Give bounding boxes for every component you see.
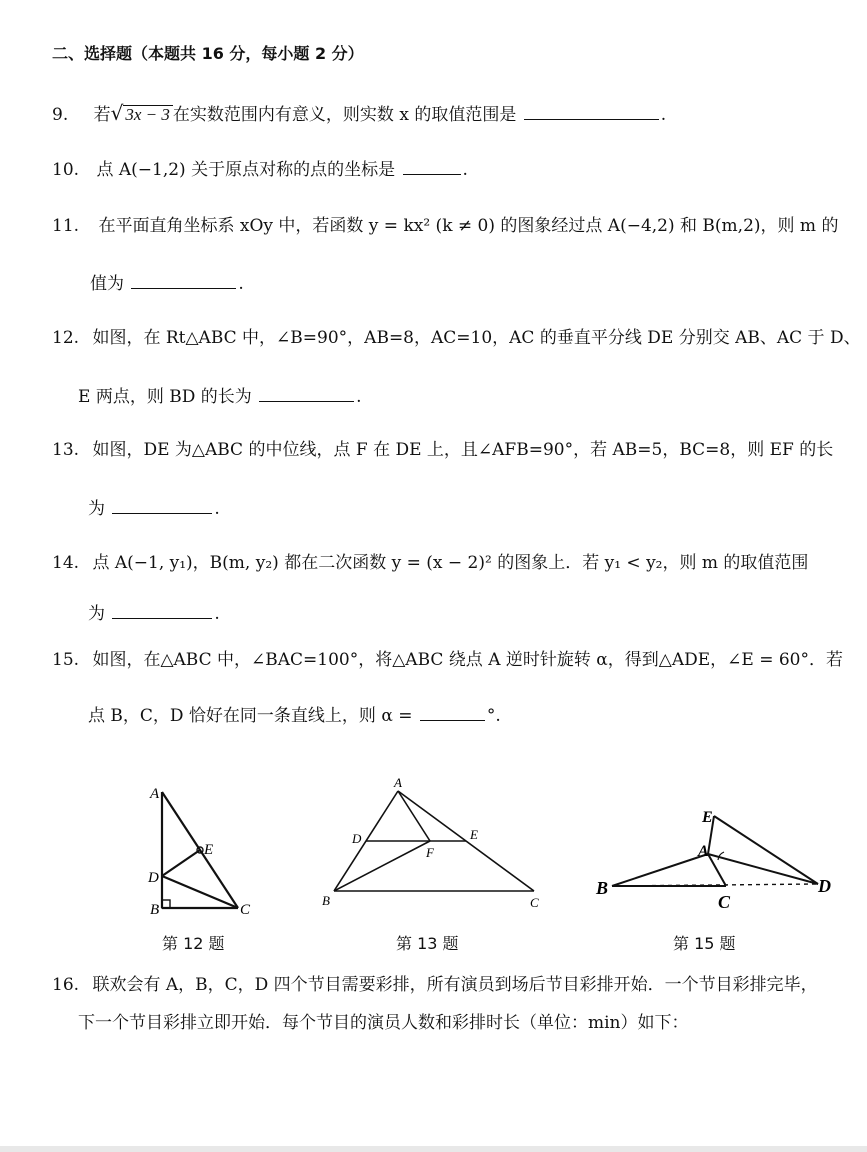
period: . [214,499,220,519]
figure-12-caption: 第 12 题 [162,934,225,953]
period: . [660,105,667,125]
answer-blank[interactable] [403,160,461,175]
question-14 [52,555,808,572]
question-14-line2 [88,604,220,623]
question-text: 如图，DE 为△ABC 的中位线，点 F 在 DE 上，且∠AFB=90°，若 AB=5，BC=8，则 EF 的长 [92,440,834,460]
label-C: C [240,902,251,918]
section-heading: 二、选择题（本题共 16 分，每小题 2 分） [52,44,364,63]
question-15 [52,652,843,669]
label-F: F [426,845,434,860]
question-16 [52,977,818,994]
segment-AF [398,791,430,841]
segment-BF [334,841,430,891]
question-text: 值为 [90,274,124,294]
answer-blank[interactable] [112,499,212,514]
segment-ED [714,816,818,884]
period: . [356,387,362,407]
label-A: A [394,775,402,790]
question-text: 下一个节目彩排立即开始．每个节目的演员人数和彩排时长（单位：min）如下： [78,1013,689,1033]
answer-blank[interactable] [259,387,354,402]
label-D: D [352,831,362,846]
period: . [238,274,244,294]
figure-15 [590,800,840,915]
period: . [214,604,220,624]
question-text: 为 [88,604,105,624]
question-11-line2 [90,274,244,293]
figure-12 [140,778,260,923]
question-13-line2 [88,499,220,518]
question-12 [52,330,861,347]
question-13 [52,442,833,459]
figure-13-caption: 第 13 题 [396,934,459,953]
label-E: E [204,842,214,858]
question-number: 16. [52,975,80,995]
segment-DE [162,850,200,876]
label-B: B [150,902,160,918]
question-text: E 两点，则 BD 的长为 [78,387,252,407]
page-bottom-edge [0,1146,867,1152]
period: . [462,160,468,180]
label-E: E [702,809,713,826]
question-15-line2 [88,706,501,725]
right-angle-mark-B [162,900,170,908]
radical-sign: √ [110,101,124,125]
question-number: 9. [52,105,69,125]
label-B: B [596,878,609,898]
question-text: 若 [93,105,111,125]
label-B: B [322,893,330,908]
answer-blank[interactable] [524,105,659,120]
label-E: E [470,827,478,842]
radicand: 3x − 3 [123,105,173,125]
segment-AB [612,854,708,886]
label-D: D [148,870,159,886]
question-text-cont: 在实数范围内有意义，则实数 x 的取值范围是 [172,105,517,125]
figure-13 [318,775,548,915]
answer-blank[interactable] [420,706,485,721]
degree-period: °. [486,706,501,726]
question-text: 如图，在△ABC 中，∠BAC=100°，将△ABC 绕点 A 逆时针旋转 α，得到△ADE，∠E = 60°．若 [92,650,844,670]
question-number: 12. [52,328,80,348]
question-text: 点 B，C，D 恰好在同一条直线上，则 α = [88,706,413,726]
question-text: 在平面直角坐标系 xOy 中，若函数 y = kx² (k ≠ 0) 的图象经过点 A(−4,2) 和 B(m,2)，则 m 的 [98,216,839,236]
question-number: 15. [52,650,80,670]
question-number: 13. [52,440,80,460]
figure-15-caption: 第 15 题 [673,934,736,953]
label-D: D [818,876,831,896]
answer-blank[interactable] [131,274,236,289]
question-text: 联欢会有 A，B，C，D 四个节目需要彩排，所有演员到场后节目彩排开始．一个节目彩排完毕， [92,975,818,995]
question-text: 点 A(−1,2) 关于原点对称的点的坐标是 [96,160,396,180]
question-text: 如图，在 Rt△ABC 中，∠B=90°，AB=8，AC=10，AC 的垂直平分线 DE 分别交 AB、AC 于 D、 [92,328,861,348]
label-A: A [698,843,709,860]
label-C: C [530,895,539,910]
question-16-line2 [78,1015,689,1032]
answer-blank[interactable] [112,604,212,619]
segment-AD [708,854,818,884]
question-number: 10. [52,160,80,180]
question-9 [52,103,666,125]
question-10 [52,160,468,179]
question-12-line2 [78,387,362,406]
question-number: 11. [52,216,80,236]
question-text: 点 A(−1, y₁)，B(m, y₂) 都在二次函数 y = (x − 2)² 的图象上．若 y₁ < y₂，则 m 的取值范围 [92,553,809,573]
question-text: 为 [88,499,105,519]
question-number: 14. [52,553,80,573]
label-A: A [150,786,160,802]
question-11 [52,218,838,235]
label-C: C [718,892,731,912]
